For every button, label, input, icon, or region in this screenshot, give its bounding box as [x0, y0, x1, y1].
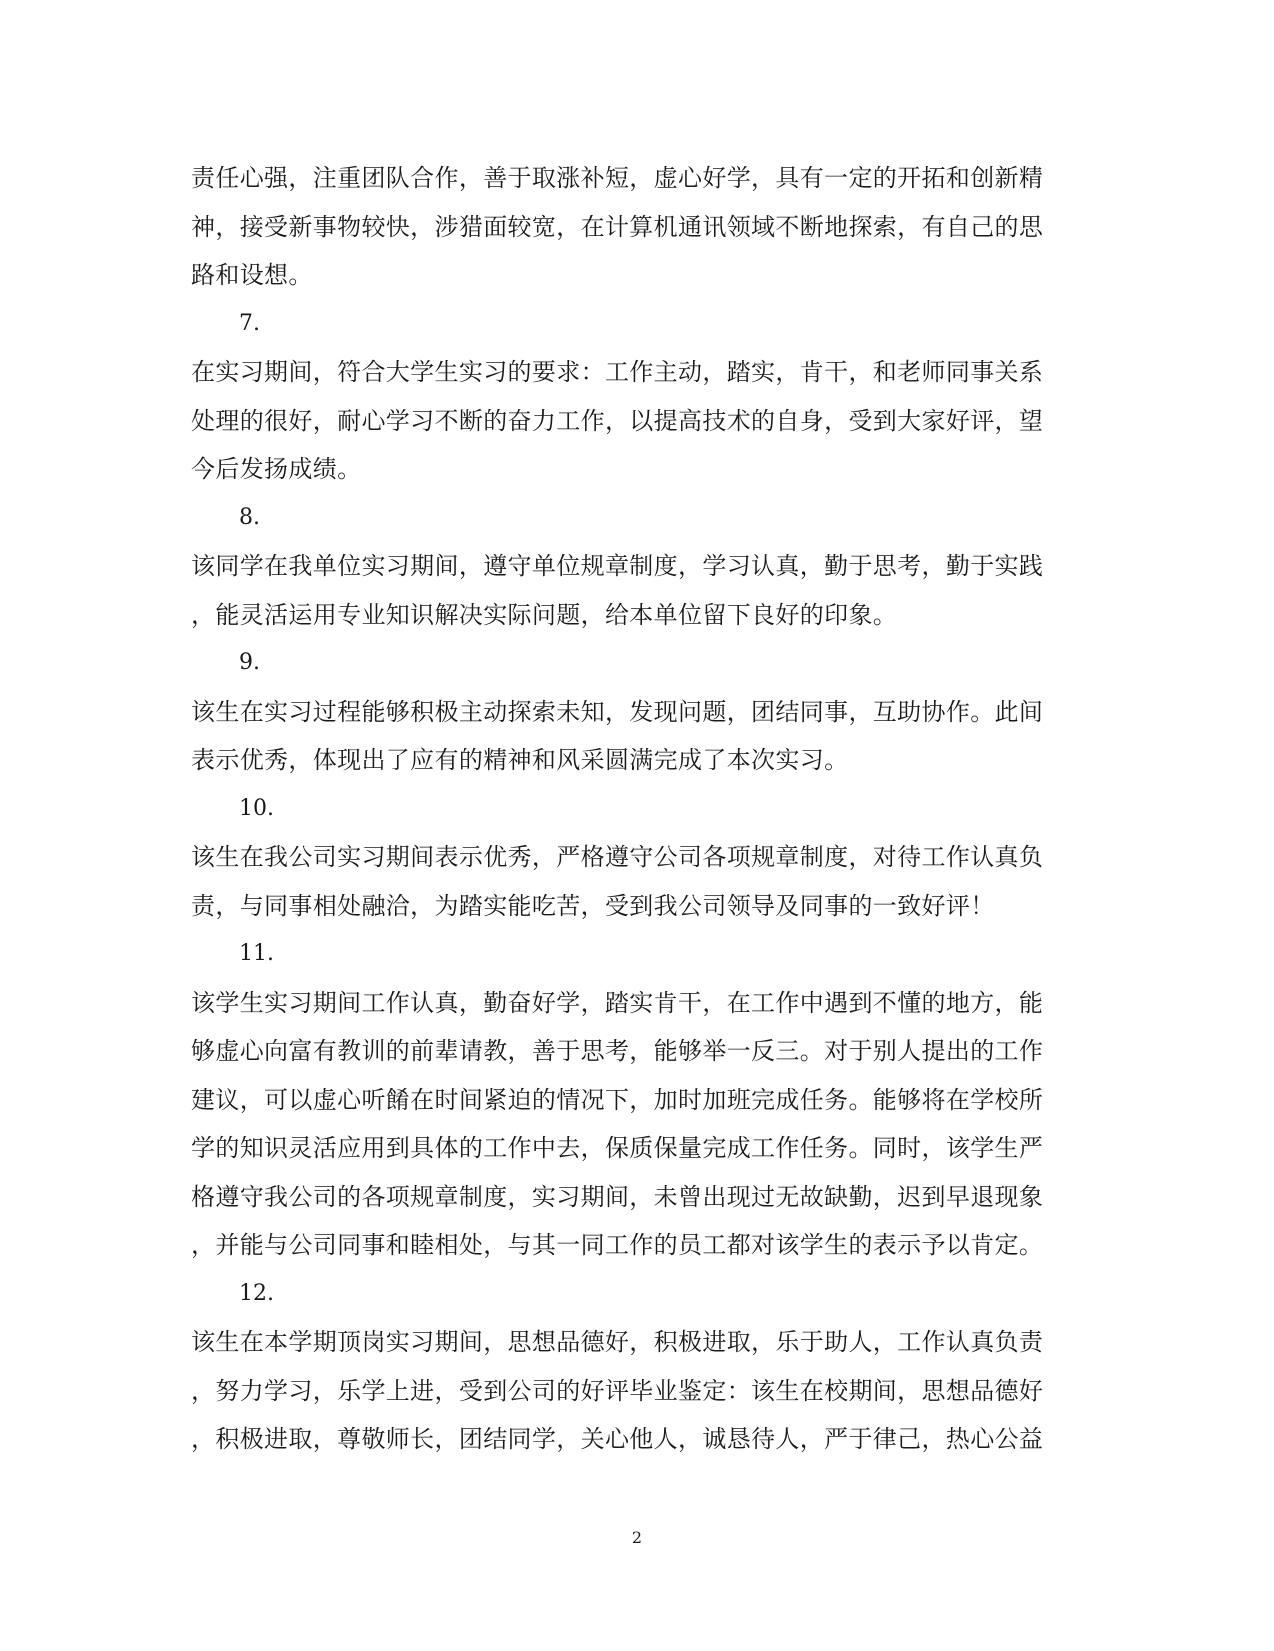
page-number: 2 [631, 1528, 643, 1547]
item-number: 11. [239, 941, 274, 966]
text-line: 今后发扬成绩。 [191, 455, 362, 483]
text-line: 在实习期间，符合大学生实习的要求：工作主动，踏实，肯干，和老师同事关系 [191, 358, 1044, 386]
text-line: 路和设想。 [191, 261, 313, 289]
text-line: 建议，可以虚心听餚在时间紧迫的情况下，加时加班完成任务。能够将在学校所 [191, 1085, 1044, 1114]
item-number: 8. [239, 504, 260, 530]
text-line: 格遵守我公司的各项规章制度，实习期间，未曾出现过无故缺勤，迟到早退现象 [191, 1182, 1044, 1211]
text-line: 神，接受新事物较快，涉猎面较宽，在计算机通讯领域不断地探索，有自己的思 [191, 212, 1044, 241]
text-line: 够虚心向富有教训的前辈请教，善于思考，能够举一反三。对于别人提出的工作 [191, 1037, 1044, 1065]
text-line: 表示优秀，体现出了应有的精神和风采圆满完成了本次实习。 [191, 746, 849, 774]
text-line: 该生在实习过程能够积极主动探索未知，发现问题，团结同事，互助协作。此间 [191, 697, 1044, 726]
text-line: 处理的很好，耐心学习不断的奋力工作，以提高技术的自身，受到大家好评，望 [191, 406, 1044, 435]
text-line: 学的知识灵活应用到具体的工作中去，保质保量完成工作任务。同时，该学生严 [191, 1134, 1044, 1162]
text-line: 该学生实习期间工作认真，勤奋好学，踏实肯干，在工作中遇到不懂的地方，能 [191, 988, 1044, 1017]
text-line: ，并能与公司同事和睦相处，与其一同工作的员工都对该学生的表示予以肯定。 [191, 1231, 1044, 1259]
text-line: 责，与同事相处融洽，为踏实能吃苦，受到我公司领导及同事的一致好评！ [191, 891, 995, 920]
text-line: 该同学在我单位实习期间，遵守单位规章制度，学习认真，勤于思考，勤于实践 [191, 552, 1044, 580]
text-line: 该生在本学期顶岗实习期间，思想品德好，积极进取，乐于助人，工作认真负责 [191, 1328, 1044, 1356]
item-number: 10. [239, 795, 274, 821]
item-number: 9. [239, 650, 260, 675]
item-number: 12. [239, 1280, 274, 1306]
text-line: ，积极进取，尊敬师长，团结同学，关心他人，诚恳待人，严于律己，热心公益 [191, 1425, 1044, 1453]
item-number: 7. [239, 310, 260, 336]
text-line: 责任心强，注重团队合作，善于取涨补短，虚心好学，具有一定的开拓和创新精 [191, 164, 1044, 192]
document-body [191, 154, 1071, 1464]
text-line: 该生在我公司实习期间表示优秀，严格遵守公司各项规章制度，对待工作认真负 [191, 843, 1044, 871]
text-line: ，努力学习，乐学上进，受到公司的好评毕业鉴定：该生在校期间，思想品德好 [191, 1376, 1044, 1405]
text-line: ，能灵活运用专业知识解决实际问题，给本单位留下良好的印象。 [191, 600, 898, 629]
